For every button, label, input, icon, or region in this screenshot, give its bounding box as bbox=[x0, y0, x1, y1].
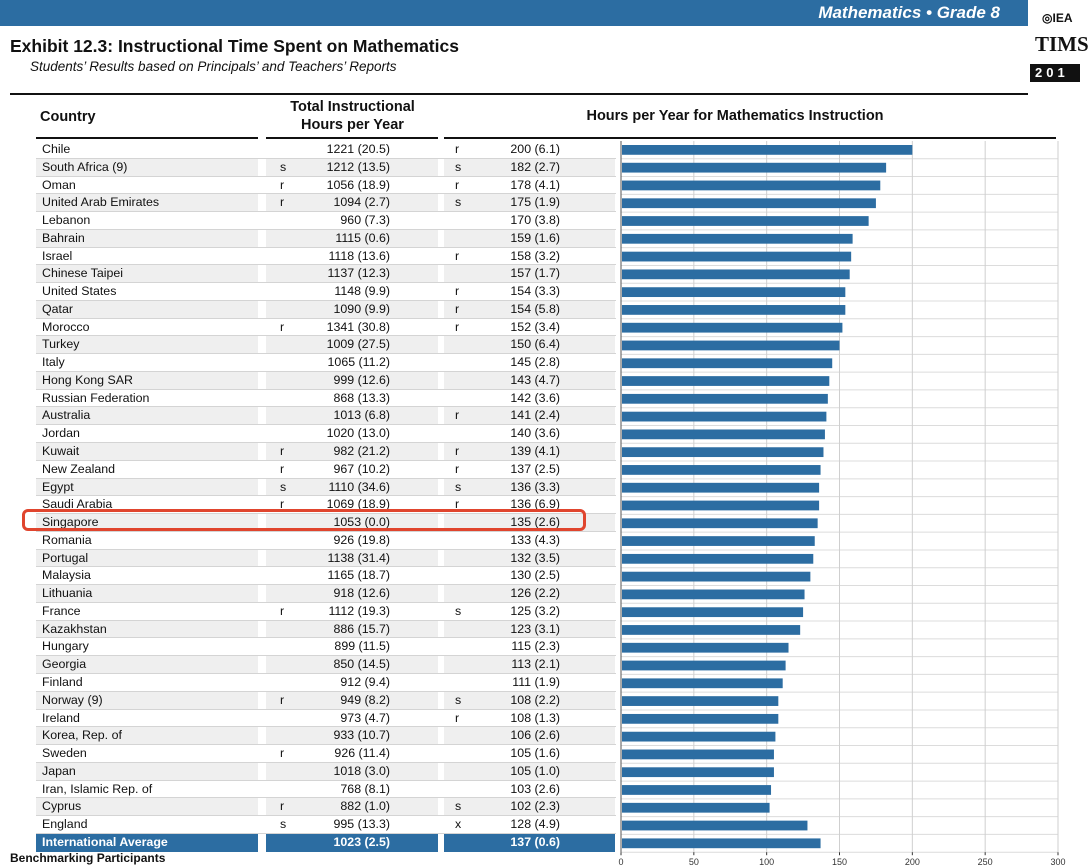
total-hours-cell: 1013 (6.8) bbox=[333, 408, 390, 423]
total-hours-cell: 1137 (12.3) bbox=[327, 266, 390, 281]
bar-international-average bbox=[622, 838, 821, 848]
math-hours-flag-cell: r bbox=[455, 301, 460, 316]
x-tick-label: 100 bbox=[759, 857, 775, 865]
country-cell: International Average bbox=[42, 834, 168, 849]
math-hours-flag-cell: r bbox=[455, 497, 460, 512]
total-hours-cell: 768 (8.1) bbox=[340, 781, 390, 796]
total-flag-cell: s bbox=[280, 159, 287, 174]
country-cell: Lithuania bbox=[42, 586, 93, 601]
country-cell: Qatar bbox=[42, 301, 73, 316]
math-hours-cell: 145 (2.8) bbox=[510, 355, 560, 370]
total-hours-cell: 1009 (27.5) bbox=[326, 337, 390, 352]
country-cell: South Africa (9) bbox=[42, 159, 128, 174]
country-cell: France bbox=[42, 603, 81, 618]
math-hours-cell: 126 (2.2) bbox=[510, 586, 560, 601]
total-flag-cell: s bbox=[280, 817, 287, 832]
country-cell: Japan bbox=[42, 763, 76, 778]
total-hours-cell: 850 (14.5) bbox=[333, 657, 390, 672]
bar-israel bbox=[622, 252, 851, 262]
total-hours-cell: 973 (4.7) bbox=[340, 710, 390, 725]
total-flag-cell: r bbox=[280, 444, 285, 459]
total-hours-cell: 949 (8.2) bbox=[340, 692, 390, 707]
math-hours-cell: 140 (3.6) bbox=[510, 426, 560, 441]
bar-united-states bbox=[622, 287, 845, 297]
country-cell: Ireland bbox=[42, 710, 80, 725]
country-cell: Italy bbox=[42, 355, 65, 370]
math-hours-flag-cell: r bbox=[455, 177, 460, 192]
total-hours-cell: 926 (19.8) bbox=[333, 532, 390, 547]
math-hours-cell: 105 (1.6) bbox=[510, 746, 560, 761]
bar-lithuania bbox=[622, 590, 805, 600]
timss-logo-text: TIMS bbox=[1035, 32, 1089, 56]
math-hours-flag-cell: r bbox=[455, 142, 460, 156]
x-tick-label: 300 bbox=[1050, 857, 1066, 865]
total-hours-cell: 1056 (18.9) bbox=[326, 177, 390, 192]
bar-italy bbox=[622, 358, 832, 368]
top-banner bbox=[0, 0, 1028, 26]
bar-turkey bbox=[622, 341, 840, 351]
country-cell: Romania bbox=[42, 532, 92, 547]
country-cell: Chinese Taipei bbox=[42, 266, 124, 281]
country-cell: Korea, Rep. of bbox=[42, 728, 122, 743]
country-cell: Kuwait bbox=[42, 444, 80, 459]
math-hours-cell: 159 (1.6) bbox=[510, 230, 560, 245]
total-hours-cell: 1165 (18.7) bbox=[327, 568, 390, 583]
bar-jordan bbox=[622, 429, 825, 439]
math-hours-cell: 141 (2.4) bbox=[510, 408, 560, 423]
bar-lebanon bbox=[622, 216, 869, 226]
total-hours-cell: 1212 (13.5) bbox=[326, 159, 390, 174]
country-cell: Singapore bbox=[42, 515, 99, 530]
total-hours-cell: 882 (1.0) bbox=[340, 799, 390, 814]
total-hours-cell: 912 (9.4) bbox=[340, 674, 390, 689]
math-hours-cell: 157 (1.7) bbox=[510, 266, 560, 281]
math-hours-flag-cell: r bbox=[455, 284, 460, 299]
math-hours-flag-cell: s bbox=[455, 692, 462, 707]
total-hours-cell: 1112 (19.3) bbox=[328, 603, 390, 618]
math-hours-cell: 170 (3.8) bbox=[510, 213, 560, 228]
bar-russian-federation bbox=[622, 394, 828, 404]
total-hours-cell: 868 (13.3) bbox=[333, 390, 390, 405]
math-hours-cell: 158 (3.2) bbox=[510, 248, 560, 263]
bar-chart-svg bbox=[618, 141, 1066, 865]
hours-bar-chart bbox=[618, 141, 1066, 865]
bar-romania bbox=[622, 536, 815, 546]
country-cell: Hong Kong SAR bbox=[42, 372, 133, 387]
total-hours-column-header bbox=[265, 98, 440, 134]
country-cell: Bahrain bbox=[42, 230, 85, 245]
total-flag-cell: r bbox=[280, 799, 285, 814]
bar-korea-rep-of bbox=[622, 732, 775, 742]
total-flag-cell: r bbox=[280, 461, 285, 476]
bar-new-zealand bbox=[622, 465, 821, 475]
bar-finland bbox=[622, 678, 783, 688]
total-hours-cell: 1118 (13.6) bbox=[328, 248, 390, 263]
country-cell: Australia bbox=[42, 408, 91, 423]
hours-header-rule bbox=[444, 137, 1056, 139]
total-hours-cell: 960 (7.3) bbox=[340, 213, 390, 228]
math-hours-cell: 143 (4.7) bbox=[510, 372, 560, 387]
math-hours-flag-cell: r bbox=[455, 461, 460, 476]
total-flag-cell: r bbox=[280, 746, 285, 761]
country-cell: Georgia bbox=[42, 657, 87, 672]
math-hours-cell: 135 (2.6) bbox=[510, 515, 560, 530]
total-hours-cell: 1341 (30.8) bbox=[326, 319, 390, 334]
country-cell: Jordan bbox=[42, 426, 80, 441]
country-cell: Egypt bbox=[42, 479, 74, 494]
total-hours-cell: 1115 (0.6) bbox=[335, 230, 390, 245]
x-tick-label: 200 bbox=[904, 857, 920, 865]
bar-oman bbox=[622, 181, 880, 191]
total-flag-cell: r bbox=[280, 177, 285, 192]
bar-iran-islamic-rep-of bbox=[622, 785, 771, 795]
total-hours-cell: 918 (12.6) bbox=[333, 586, 390, 601]
bar-kuwait bbox=[622, 447, 823, 457]
total-hours-cell: 1138 (31.4) bbox=[327, 550, 390, 565]
math-hours-cell: 106 (2.6) bbox=[510, 728, 560, 743]
total-hours-header-line2: Hours per Year bbox=[301, 117, 404, 133]
country-column-header: Country bbox=[40, 109, 96, 125]
math-hours-cell: 175 (1.9) bbox=[510, 195, 560, 210]
country-cell: Finland bbox=[42, 674, 83, 689]
bar-malaysia bbox=[622, 572, 810, 582]
benchmarking-footnote: Benchmarking Participants bbox=[10, 851, 166, 865]
math-hours-flag-cell: s bbox=[455, 159, 462, 174]
country-cell: Portugal bbox=[42, 550, 89, 565]
total-hours-cell: 1069 (18.9) bbox=[326, 497, 390, 512]
bar-japan bbox=[622, 767, 774, 777]
country-cell: Russian Federation bbox=[42, 390, 150, 405]
math-hours-cell: 123 (3.1) bbox=[510, 621, 560, 636]
math-hours-flag-cell: r bbox=[455, 408, 460, 423]
math-hours-cell: 139 (4.1) bbox=[510, 444, 560, 459]
country-cell: Chile bbox=[42, 142, 71, 156]
math-hours-cell: 154 (5.8) bbox=[510, 301, 560, 316]
math-hours-flag-cell: r bbox=[455, 710, 460, 725]
math-hours-flag-cell: s bbox=[455, 195, 462, 210]
total-flag-cell: r bbox=[280, 319, 285, 334]
bar-ireland bbox=[622, 714, 778, 724]
total-hours-cell: 1090 (9.9) bbox=[333, 301, 390, 316]
bar-norway-9- bbox=[622, 696, 778, 706]
country-cell: Turkey bbox=[42, 337, 80, 352]
bar-portugal bbox=[622, 554, 813, 564]
bar-hungary bbox=[622, 643, 789, 653]
cell-background bbox=[36, 354, 258, 372]
math-hours-cell: 108 (1.3) bbox=[510, 710, 560, 725]
country-cell: Oman bbox=[42, 177, 76, 192]
math-hours-cell: 133 (4.3) bbox=[510, 532, 560, 547]
math-hours-cell: 200 (6.1) bbox=[510, 142, 560, 156]
country-cell: Morocco bbox=[42, 319, 90, 334]
bar-england bbox=[622, 821, 807, 831]
country-cell: Hungary bbox=[42, 639, 89, 654]
total-hours-cell: 1221 (20.5) bbox=[326, 142, 390, 156]
country-cell: Iran, Islamic Rep. of bbox=[42, 781, 153, 796]
bar-saudi-arabia bbox=[622, 501, 819, 511]
total-flag-cell: r bbox=[280, 497, 285, 512]
country-cell: England bbox=[42, 817, 88, 832]
total-hours-cell: 1020 (13.0) bbox=[326, 426, 390, 441]
math-hours-cell: 102 (2.3) bbox=[510, 799, 560, 814]
math-hours-flag-cell: s bbox=[455, 603, 462, 618]
total-hours-cell: 1053 (0.0) bbox=[333, 515, 390, 530]
bar-united-arab-emirates bbox=[622, 198, 876, 208]
math-hours-cell: 137 (0.6) bbox=[510, 834, 560, 849]
math-hours-cell: 182 (2.7) bbox=[510, 159, 560, 174]
bar-bahrain bbox=[622, 234, 853, 244]
country-cell: Lebanon bbox=[42, 213, 91, 228]
country-cell: Malaysia bbox=[42, 568, 91, 583]
country-cell: United States bbox=[42, 284, 117, 299]
country-cell: Sweden bbox=[42, 746, 87, 761]
exhibit-subtitle: Students’ Results based on Principals’ and Teachers’ Reports bbox=[30, 59, 397, 74]
bar-singapore bbox=[622, 518, 818, 528]
math-hours-cell: 136 (6.9) bbox=[510, 497, 560, 512]
total-hours-cell: 1065 (11.2) bbox=[327, 355, 390, 370]
country-cell: Israel bbox=[42, 248, 73, 263]
bar-hong-kong-sar bbox=[622, 376, 829, 386]
math-hours-cell: 132 (3.5) bbox=[510, 550, 560, 565]
x-tick-label: 250 bbox=[977, 857, 993, 865]
bar-cyprus bbox=[622, 803, 770, 813]
total-hours-cell: 926 (11.4) bbox=[334, 746, 390, 761]
math-hours-cell: 103 (2.6) bbox=[510, 781, 560, 796]
bar-qatar bbox=[622, 305, 845, 315]
math-hours-flag-cell: s bbox=[455, 479, 462, 494]
total-header-rule bbox=[266, 137, 438, 139]
country-cell: New Zealand bbox=[42, 461, 116, 476]
math-hours-cell: 105 (1.0) bbox=[510, 763, 560, 778]
total-hours-cell: 967 (10.2) bbox=[333, 461, 390, 476]
math-hours-cell: 128 (4.9) bbox=[510, 817, 560, 832]
math-hours-cell: 111 (1.9) bbox=[512, 674, 560, 689]
x-tick-label: 150 bbox=[831, 857, 848, 865]
total-hours-cell: 1018 (3.0) bbox=[333, 763, 390, 778]
total-hours-cell: 982 (21.2) bbox=[333, 444, 390, 459]
total-flag-cell: r bbox=[280, 603, 285, 618]
math-hours-flag-cell: r bbox=[455, 319, 460, 334]
math-hours-flag-cell: r bbox=[455, 248, 460, 263]
subject-grade-label: Mathematics • Grade 8 bbox=[818, 3, 1000, 22]
bar-chinese-taipei bbox=[622, 269, 850, 279]
country-header-rule bbox=[36, 137, 258, 139]
total-flag-cell: r bbox=[280, 195, 285, 210]
math-hours-column-header: Hours per Year for Mathematics Instruction bbox=[586, 108, 884, 124]
math-hours-cell: 178 (4.1) bbox=[510, 177, 560, 192]
singapore-highlight-box bbox=[22, 509, 586, 531]
total-hours-cell: 886 (15.7) bbox=[333, 621, 390, 636]
bar-georgia bbox=[622, 661, 786, 671]
exhibit-title: Exhibit 12.3: Instructional Time Spent on Mathematics bbox=[10, 36, 459, 56]
math-hours-cell: 137 (2.5) bbox=[510, 461, 560, 476]
title-divider bbox=[10, 93, 1028, 95]
country-cell: Norway (9) bbox=[42, 692, 103, 707]
x-tick-label: 0 bbox=[618, 857, 624, 865]
country-cell: Kazakhstan bbox=[42, 621, 107, 636]
bar-france bbox=[622, 607, 803, 617]
bar-morocco bbox=[622, 323, 842, 333]
total-hours-cell: 1148 (9.9) bbox=[334, 284, 390, 299]
x-tick-label: 50 bbox=[688, 857, 699, 865]
total-hours-cell: 899 (11.5) bbox=[334, 639, 390, 654]
math-hours-cell: 152 (3.4) bbox=[510, 319, 560, 334]
bar-south-africa-9- bbox=[622, 163, 886, 173]
bar-australia bbox=[622, 412, 826, 422]
math-hours-cell: 142 (3.6) bbox=[510, 390, 560, 405]
timss-logo-year: 201 bbox=[1030, 64, 1080, 82]
timss-logo bbox=[1030, 0, 1089, 90]
math-hours-cell: 125 (3.2) bbox=[510, 603, 560, 618]
total-flag-cell: s bbox=[280, 479, 287, 494]
math-hours-cell: 113 (2.1) bbox=[511, 657, 560, 672]
math-hours-cell: 115 (2.3) bbox=[511, 639, 560, 654]
math-hours-cell: 150 (6.4) bbox=[510, 337, 560, 352]
math-hours-cell: 154 (3.3) bbox=[510, 284, 560, 299]
math-hours-flag-cell: r bbox=[455, 444, 460, 459]
total-hours-header-line1: Total Instructional bbox=[290, 99, 415, 115]
bar-egypt bbox=[622, 483, 819, 493]
bar-chile bbox=[622, 145, 912, 155]
iea-logo-text: ◎IEA bbox=[1042, 11, 1073, 25]
country-cell: Cyprus bbox=[42, 799, 82, 814]
math-hours-flag-cell: x bbox=[455, 817, 462, 832]
total-flag-cell: r bbox=[280, 692, 285, 707]
math-hours-cell: 130 (2.5) bbox=[510, 568, 560, 583]
math-hours-flag-cell: s bbox=[455, 799, 462, 814]
bar-kazakhstan bbox=[622, 625, 800, 635]
country-cell: Saudi Arabia bbox=[42, 497, 113, 512]
country-cell: United Arab Emirates bbox=[42, 195, 160, 210]
total-hours-cell: 1023 (2.5) bbox=[333, 834, 390, 849]
bar-sweden bbox=[622, 750, 774, 760]
total-hours-cell: 999 (12.6) bbox=[333, 372, 390, 387]
total-hours-cell: 995 (13.3) bbox=[333, 817, 390, 832]
total-hours-cell: 933 (10.7) bbox=[333, 728, 390, 743]
total-hours-cell: 1094 (2.7) bbox=[333, 195, 390, 210]
math-hours-cell: 136 (3.3) bbox=[510, 479, 560, 494]
total-hours-cell: 1110 (34.6) bbox=[328, 479, 390, 494]
math-hours-cell: 108 (2.2) bbox=[510, 692, 560, 707]
